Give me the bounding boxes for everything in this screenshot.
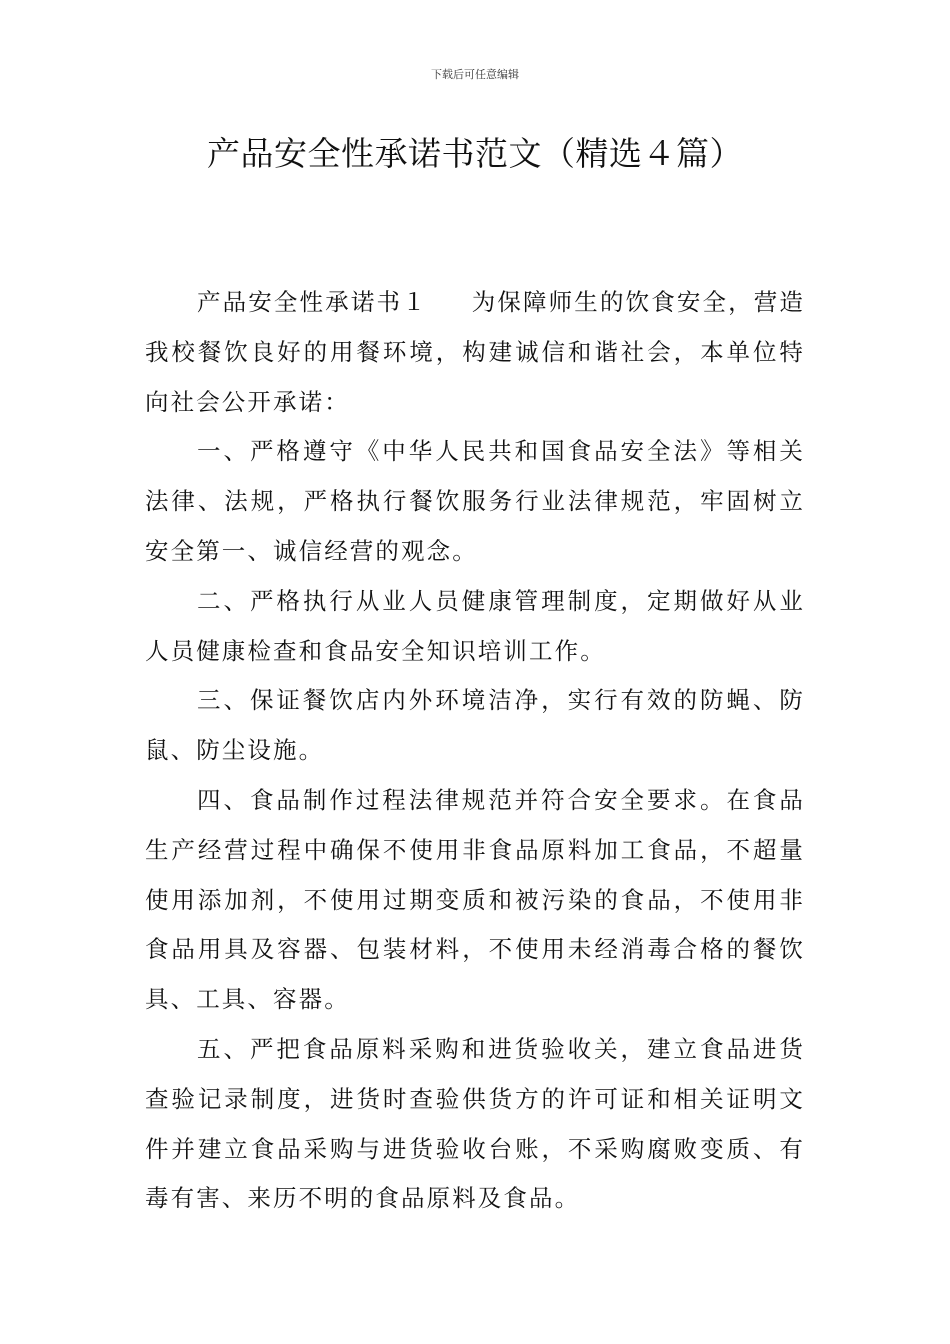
paragraph-3: 三、保证餐饮店内外环境洁净，实行有效的防蝇、防鼠、防尘设施。 — [145, 686, 805, 765]
paragraph-2: 二、严格执行从业人员健康管理制度，定期做好从业人员健康检查和食品安全知识培训工作。 — [145, 586, 805, 665]
intro-paragraph — [145, 278, 805, 427]
paragraph-5: 五、严把食品原料采购和进货验收关，建立食品进货查验记录制度，进货时查验供货方的许可证和相关证明文件并建立食品采购与进货验收台账，不采购腐败变质、有毒有害、来历不明的食品原料及食品。 — [145, 1034, 805, 1213]
paragraph-1: 一、严格遵守《中华人民共和国食品安全法》等相关法律、法规，严格执行餐饮服务行业法律规范，牢固树立安全第一、诚信经营的观念。 — [145, 437, 805, 565]
header-note: 下载后可任意编辑 — [431, 68, 519, 81]
document-body — [145, 278, 805, 1224]
section-heading: 产品安全性承诺书１ — [197, 288, 428, 316]
document-title: 产品安全性承诺书范文（精选４篇） — [207, 134, 743, 173]
paragraph-4: 四、食品制作过程法律规范并符合安全要求。在食品生产经营过程中确保不使用非食品原料加工食品，不超量使用添加剂，不使用过期变质和被污染的食品，不使用非食品用具及容器、包装材料，不使用未经消毒合格的餐饮具、工具、容器。 — [145, 785, 805, 1014]
intro-text: 为保障师生的饮食安全，营造我校餐饮良好的用餐环境，构建诚信和谐社会，本单位特向社会公开承诺： — [145, 288, 805, 416]
